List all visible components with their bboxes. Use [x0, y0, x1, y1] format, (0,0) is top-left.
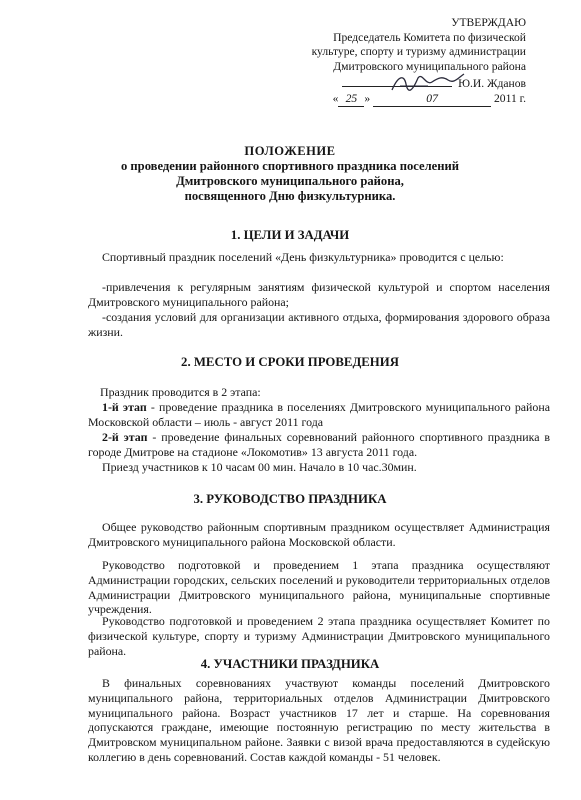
approval-line-2: культуре, спорту и туризму администрации [311, 45, 526, 59]
section-2-heading: 2. МЕСТО И СРОКИ ПРОВЕДЕНИЯ [181, 355, 399, 369]
approval-line-1: Председатель Комитета по физической [333, 30, 526, 44]
section-1-heading: 1. ЦЕЛИ И ЗАДАЧИ [230, 228, 350, 242]
stage-2-text: - проведение финальных соревнований районного спортивного праздника в городе Дмитрове на стадионе «Локомотив» 13 августа 2011 года. [88, 430, 550, 459]
approval-label: УТВЕРЖДАЮ [451, 16, 526, 29]
date-year: 2011 г. [493, 91, 526, 105]
section-3-para-1: Общее руководство районным спортивным праздником осуществляет Администрация Дмитровского муниципального района Московской области. [88, 520, 550, 549]
title-line-4: посвященного Дню физкультурника. [184, 189, 396, 203]
section-1-para-2: -привлечения к регулярным занятиям физической культурой и спортом населения Дмитровского муниципального района; [88, 280, 550, 309]
date-month: 07 [373, 92, 491, 108]
stage-1-label: 1-й этап [102, 400, 147, 414]
signatory-name: Ю.И. Жданов [458, 76, 526, 90]
handwritten-signature [388, 68, 468, 96]
stage-2-label: 2-й этап [102, 430, 148, 444]
document-title [40, 144, 540, 204]
title-line-1: ПОЛОЖЕНИЕ [244, 144, 336, 158]
stage-1-text: - проведение праздника в поселениях Дмитровского муниципального района Московской области – июль - август 2011 года [88, 400, 551, 429]
section-1-para-3: -создания условий для организации активного отдыха, формирования здорового образа жизни. [88, 310, 550, 339]
title-line-3: Дмитровского муниципального района, [176, 174, 404, 188]
approval-line-3: Дмитровского муниципального района [333, 60, 526, 74]
section-2-para-1: Праздник проводится в 2 этапа: [100, 385, 261, 399]
date-day: 25 [338, 92, 364, 108]
section-3-para-3: Руководство подготовкой и проведением 2 этапа праздника осуществляет Комитет по физической культуре, спорту и туризму Администрации Дмитровского муниципального района. [88, 614, 550, 658]
title-line-2: о проведении районного спортивного праздника поселений [120, 159, 460, 173]
section-2-para-3 [88, 430, 550, 460]
section-4-heading: 4. УЧАСТНИКИ ПРАЗДНИКА [200, 657, 380, 671]
section-3-heading: 3. РУКОВОДСТВО ПРАЗДНИКА [193, 492, 387, 506]
section-3-para-2: Руководство подготовкой и проведением 1 этапа праздника осуществляют Администрации городских, сельских поселений и руководители территориальных отделов Администрации Дмитровского муниципального района, муниципальные спортивные учреждения. [88, 558, 550, 617]
section-2-para-4: Приезд участников к 10 часам 00 мин. Начало в 10 час.30мин. [102, 460, 417, 474]
section-2-para-2 [88, 400, 550, 430]
approval-date: « 25 » 07 2011 г. [262, 92, 526, 108]
section-4-para-1: В финальных соревнованиях участвуют команды поселений Дмитровского муниципального района, территориальных отделов Администрации Дмитровского муниципального района. Возраст участников 17 лет и старше. На соревнования допускаются граждане, имеющие постоянную регистрацию по месту жительства в Дмитровском муниципальном районе. Заявки с визой врача предоставляются в судейскую коллегию в день соревнований. Состав каждой команды - 51 человек. [88, 676, 550, 764]
section-1-para-1: Спортивный праздник поселений «День физкультурника» проводится с целью: [102, 250, 504, 264]
